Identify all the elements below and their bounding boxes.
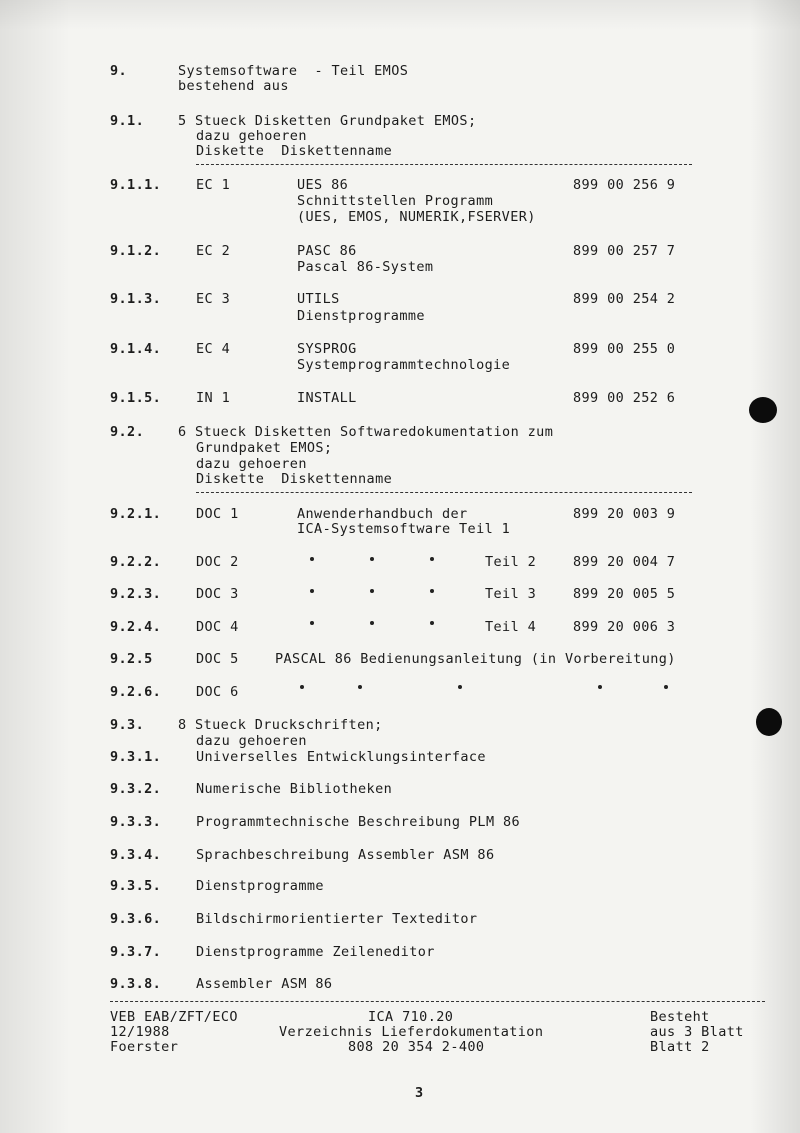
row-937-text: Dienstprogramme Zeileneditor xyxy=(196,944,435,960)
row-923-teil: Teil 3 xyxy=(485,586,537,602)
row-925-name: PASCAL 86 Bedienungsanleitung (in Vorbereitung) xyxy=(275,651,676,667)
section-93-line1: 8 Stueck Druckschriften; xyxy=(178,717,383,733)
row-932-text: Numerische Bibliotheken xyxy=(196,781,393,797)
ditto-mark xyxy=(664,685,668,689)
row-915-name: INSTALL xyxy=(297,390,357,406)
section-92-line4: Diskette Diskettenname xyxy=(196,471,393,487)
row-912-desc1: Pascal 86-System xyxy=(297,259,434,275)
row-936-text: Bildschirmorientierter Texteditor xyxy=(196,911,478,927)
row-914-desc1: Systemprogrammtechnologie xyxy=(297,357,511,373)
row-921-name1: Anwenderhandbuch der xyxy=(297,506,468,522)
ditto-mark xyxy=(370,557,374,561)
row-931-number: 9.3.1. xyxy=(110,749,162,765)
row-926-number: 9.2.6. xyxy=(110,684,162,700)
footer-doc-number: 808 20 354 2-400 xyxy=(348,1039,485,1055)
section-9-title: Systemsoftware - Teil EMOS xyxy=(178,63,409,79)
row-913-desc1: Dienstprogramme xyxy=(297,308,425,324)
row-921-number: 9.2.1. xyxy=(110,506,162,522)
row-914-name: SYSPROG xyxy=(297,341,357,357)
footer-doc-title: Verzeichnis Lieferdokumentation xyxy=(279,1024,544,1040)
ditto-mark xyxy=(310,557,314,561)
row-938-text: Assembler ASM 86 xyxy=(196,976,333,992)
section-92-rule xyxy=(196,492,692,493)
scan-shadow-right xyxy=(750,0,800,1133)
row-933-text: Programmtechnische Beschreibung PLM 86 xyxy=(196,814,521,830)
row-921-name2: ICA-Systemsoftware Teil 1 xyxy=(297,521,511,537)
row-938-number: 9.3.8. xyxy=(110,976,162,992)
row-932-number: 9.3.2. xyxy=(110,781,162,797)
ditto-mark xyxy=(300,685,304,689)
row-924-number: 9.2.4. xyxy=(110,619,162,635)
row-911-disk: EC 1 xyxy=(196,177,231,193)
scan-shadow-left xyxy=(0,0,70,1133)
row-924-disk: DOC 4 xyxy=(196,619,239,635)
section-93-line2: dazu gehoeren xyxy=(196,733,307,749)
ditto-mark xyxy=(430,557,434,561)
row-922-part: 899 20 004 7 xyxy=(573,554,676,570)
ditto-mark xyxy=(310,589,314,593)
section-92-line2: Grundpaket EMOS; xyxy=(196,440,333,456)
section-9-subtitle: bestehend aus xyxy=(178,78,289,94)
ditto-mark xyxy=(358,685,362,689)
row-925-disk: DOC 5 xyxy=(196,651,239,667)
ditto-mark xyxy=(370,589,374,593)
row-914-part: 899 00 255 0 xyxy=(573,341,676,357)
row-912-number: 9.1.2. xyxy=(110,243,162,259)
footer-blatt-count: aus 3 Blatt xyxy=(650,1024,744,1040)
row-911-name: UES 86 xyxy=(297,177,349,193)
punch-hole-mark xyxy=(756,708,782,736)
section-92-line3: dazu gehoeren xyxy=(196,456,307,472)
row-915-number: 9.1.5. xyxy=(110,390,162,406)
row-913-number: 9.1.3. xyxy=(110,291,162,307)
row-912-disk: EC 2 xyxy=(196,243,231,259)
ditto-mark xyxy=(310,621,314,625)
row-912-part: 899 00 257 7 xyxy=(573,243,676,259)
row-911-number: 9.1.1. xyxy=(110,177,162,193)
row-924-part: 899 20 006 3 xyxy=(573,619,676,635)
row-926-disk: DOC 6 xyxy=(196,684,239,700)
row-911-desc2: (UES, EMOS, NUMERIK,FSERVER) xyxy=(297,209,536,225)
row-913-name: UTILS xyxy=(297,291,340,307)
row-925-number: 9.2.5 xyxy=(110,651,153,667)
section-91-rule xyxy=(196,164,692,165)
row-934-text: Sprachbeschreibung Assembler ASM 86 xyxy=(196,847,495,863)
section-9-number: 9. xyxy=(110,63,128,79)
ditto-mark xyxy=(430,589,434,593)
ditto-mark xyxy=(598,685,602,689)
scan-shadow-top xyxy=(0,0,800,30)
row-934-number: 9.3.4. xyxy=(110,847,162,863)
row-935-number: 9.3.5. xyxy=(110,878,162,894)
footer-rule xyxy=(110,1001,765,1002)
row-931-text: Universelles Entwicklungsinterface xyxy=(196,749,486,765)
row-923-part: 899 20 005 5 xyxy=(573,586,676,602)
punch-hole-mark xyxy=(749,397,777,423)
footer-besteht: Besteht xyxy=(650,1009,710,1025)
row-922-number: 9.2.2. xyxy=(110,554,162,570)
row-922-disk: DOC 2 xyxy=(196,554,239,570)
ditto-mark xyxy=(430,621,434,625)
row-915-disk: IN 1 xyxy=(196,390,231,406)
footer-doc-id: ICA 710.20 xyxy=(368,1009,454,1025)
section-91-number: 9.1. xyxy=(110,113,145,129)
ditto-mark xyxy=(458,685,462,689)
footer-date: 12/1988 xyxy=(110,1024,170,1040)
row-921-disk: DOC 1 xyxy=(196,506,239,522)
footer-blatt-number: Blatt 2 xyxy=(650,1039,710,1055)
section-92-line1: 6 Stueck Disketten Softwaredokumentation zum xyxy=(178,424,554,440)
footer-org: VEB EAB/ZFT/ECO xyxy=(110,1009,238,1025)
row-937-number: 9.3.7. xyxy=(110,944,162,960)
section-92-number: 9.2. xyxy=(110,424,145,440)
row-915-part: 899 00 252 6 xyxy=(573,390,676,406)
row-914-disk: EC 4 xyxy=(196,341,231,357)
section-91-line2: dazu gehoeren xyxy=(196,128,307,144)
row-911-desc1: Schnittstellen Programm xyxy=(297,193,494,209)
row-933-number: 9.3.3. xyxy=(110,814,162,830)
row-922-teil: Teil 2 xyxy=(485,554,537,570)
row-936-number: 9.3.6. xyxy=(110,911,162,927)
ditto-mark xyxy=(370,621,374,625)
page-number: 3 xyxy=(415,1085,424,1101)
row-911-part: 899 00 256 9 xyxy=(573,177,676,193)
row-912-name: PASC 86 xyxy=(297,243,357,259)
row-923-disk: DOC 3 xyxy=(196,586,239,602)
row-913-disk: EC 3 xyxy=(196,291,231,307)
row-921-part: 899 20 003 9 xyxy=(573,506,676,522)
row-935-text: Dienstprogramme xyxy=(196,878,324,894)
row-913-part: 899 00 254 2 xyxy=(573,291,676,307)
row-924-teil: Teil 4 xyxy=(485,619,537,635)
row-923-number: 9.2.3. xyxy=(110,586,162,602)
footer-author: Foerster xyxy=(110,1039,179,1055)
row-914-number: 9.1.4. xyxy=(110,341,162,357)
section-93-number: 9.3. xyxy=(110,717,145,733)
section-91-line3: Diskette Diskettenname xyxy=(196,143,393,159)
section-91-line1: 5 Stueck Disketten Grundpaket EMOS; xyxy=(178,113,477,129)
